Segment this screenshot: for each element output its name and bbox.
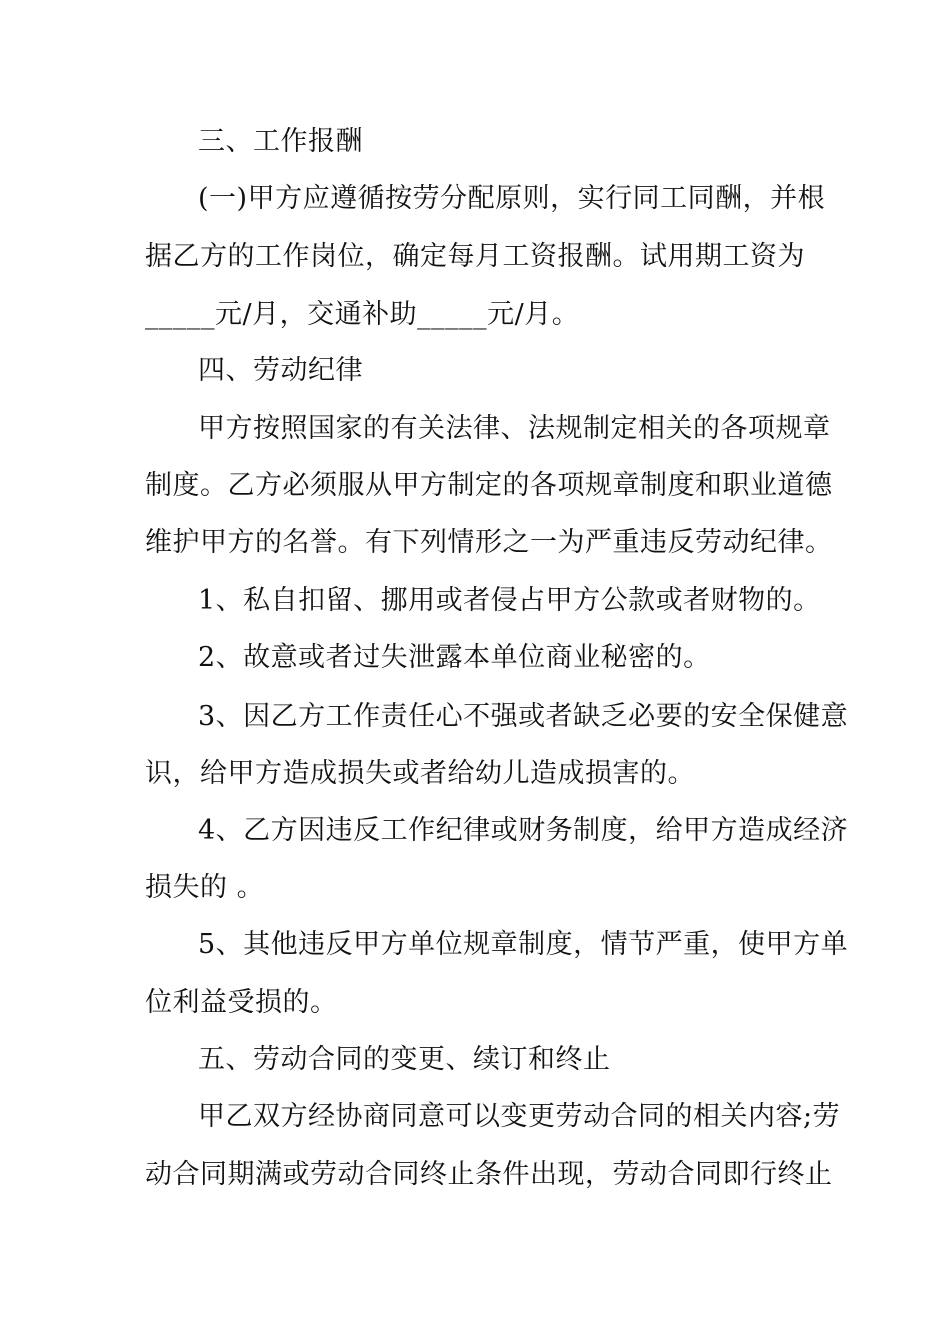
section-heading-5: 五、劳动合同的变更、续订和终止: [198, 1044, 611, 1075]
list-item: 2、故意或者过失泄露本单位商业秘密的。: [198, 642, 711, 673]
section-heading-3: 三、工作报酬: [198, 126, 363, 157]
paragraph-line: 动合同期满或劳动合同终止条件出现，劳动合同即行终止: [145, 1159, 833, 1190]
paragraph-line: 制度。乙方必须服从甲方制定的各项规章制度和职业道德: [145, 470, 833, 501]
list-item-continued: 损失的 。: [145, 872, 265, 903]
list-item: 4、乙方因违反工作纪律或财务制度，给甲方造成经济: [198, 815, 849, 846]
list-item-continued: 识，给甲方造成损失或者给幼儿造成损害的。: [145, 758, 695, 789]
list-item-continued: 位利益受损的。: [145, 987, 338, 1018]
paragraph-line: _____元/月，交通补助_____元/月。: [145, 299, 580, 330]
list-item: 3、因乙方工作责任心不强或者缺乏必要的安全保健意: [198, 701, 849, 732]
paragraph-line: 甲方按照国家的有关法律、法规制定相关的各项规章: [198, 413, 831, 444]
paragraph-line: (一)甲方应遵循按劳分配原则，实行同工同酬，并根: [198, 183, 826, 214]
section-heading-4: 四、劳动纪律: [198, 355, 363, 386]
paragraph-line: 据乙方的工作岗位，确定每月工资报酬。试用期工资为: [145, 241, 805, 272]
list-item: 5、其他违反甲方单位规章制度，情节严重，使甲方单: [198, 929, 849, 960]
paragraph-line: 维护甲方的名誉。有下列情形之一为严重违反劳动纪律。: [145, 527, 833, 558]
list-item: 1、私自扣留、挪用或者侵占甲方公款或者财物的。: [198, 585, 821, 616]
paragraph-line: 甲乙双方经协商同意可以变更劳动合同的相关内容;劳: [198, 1101, 841, 1132]
